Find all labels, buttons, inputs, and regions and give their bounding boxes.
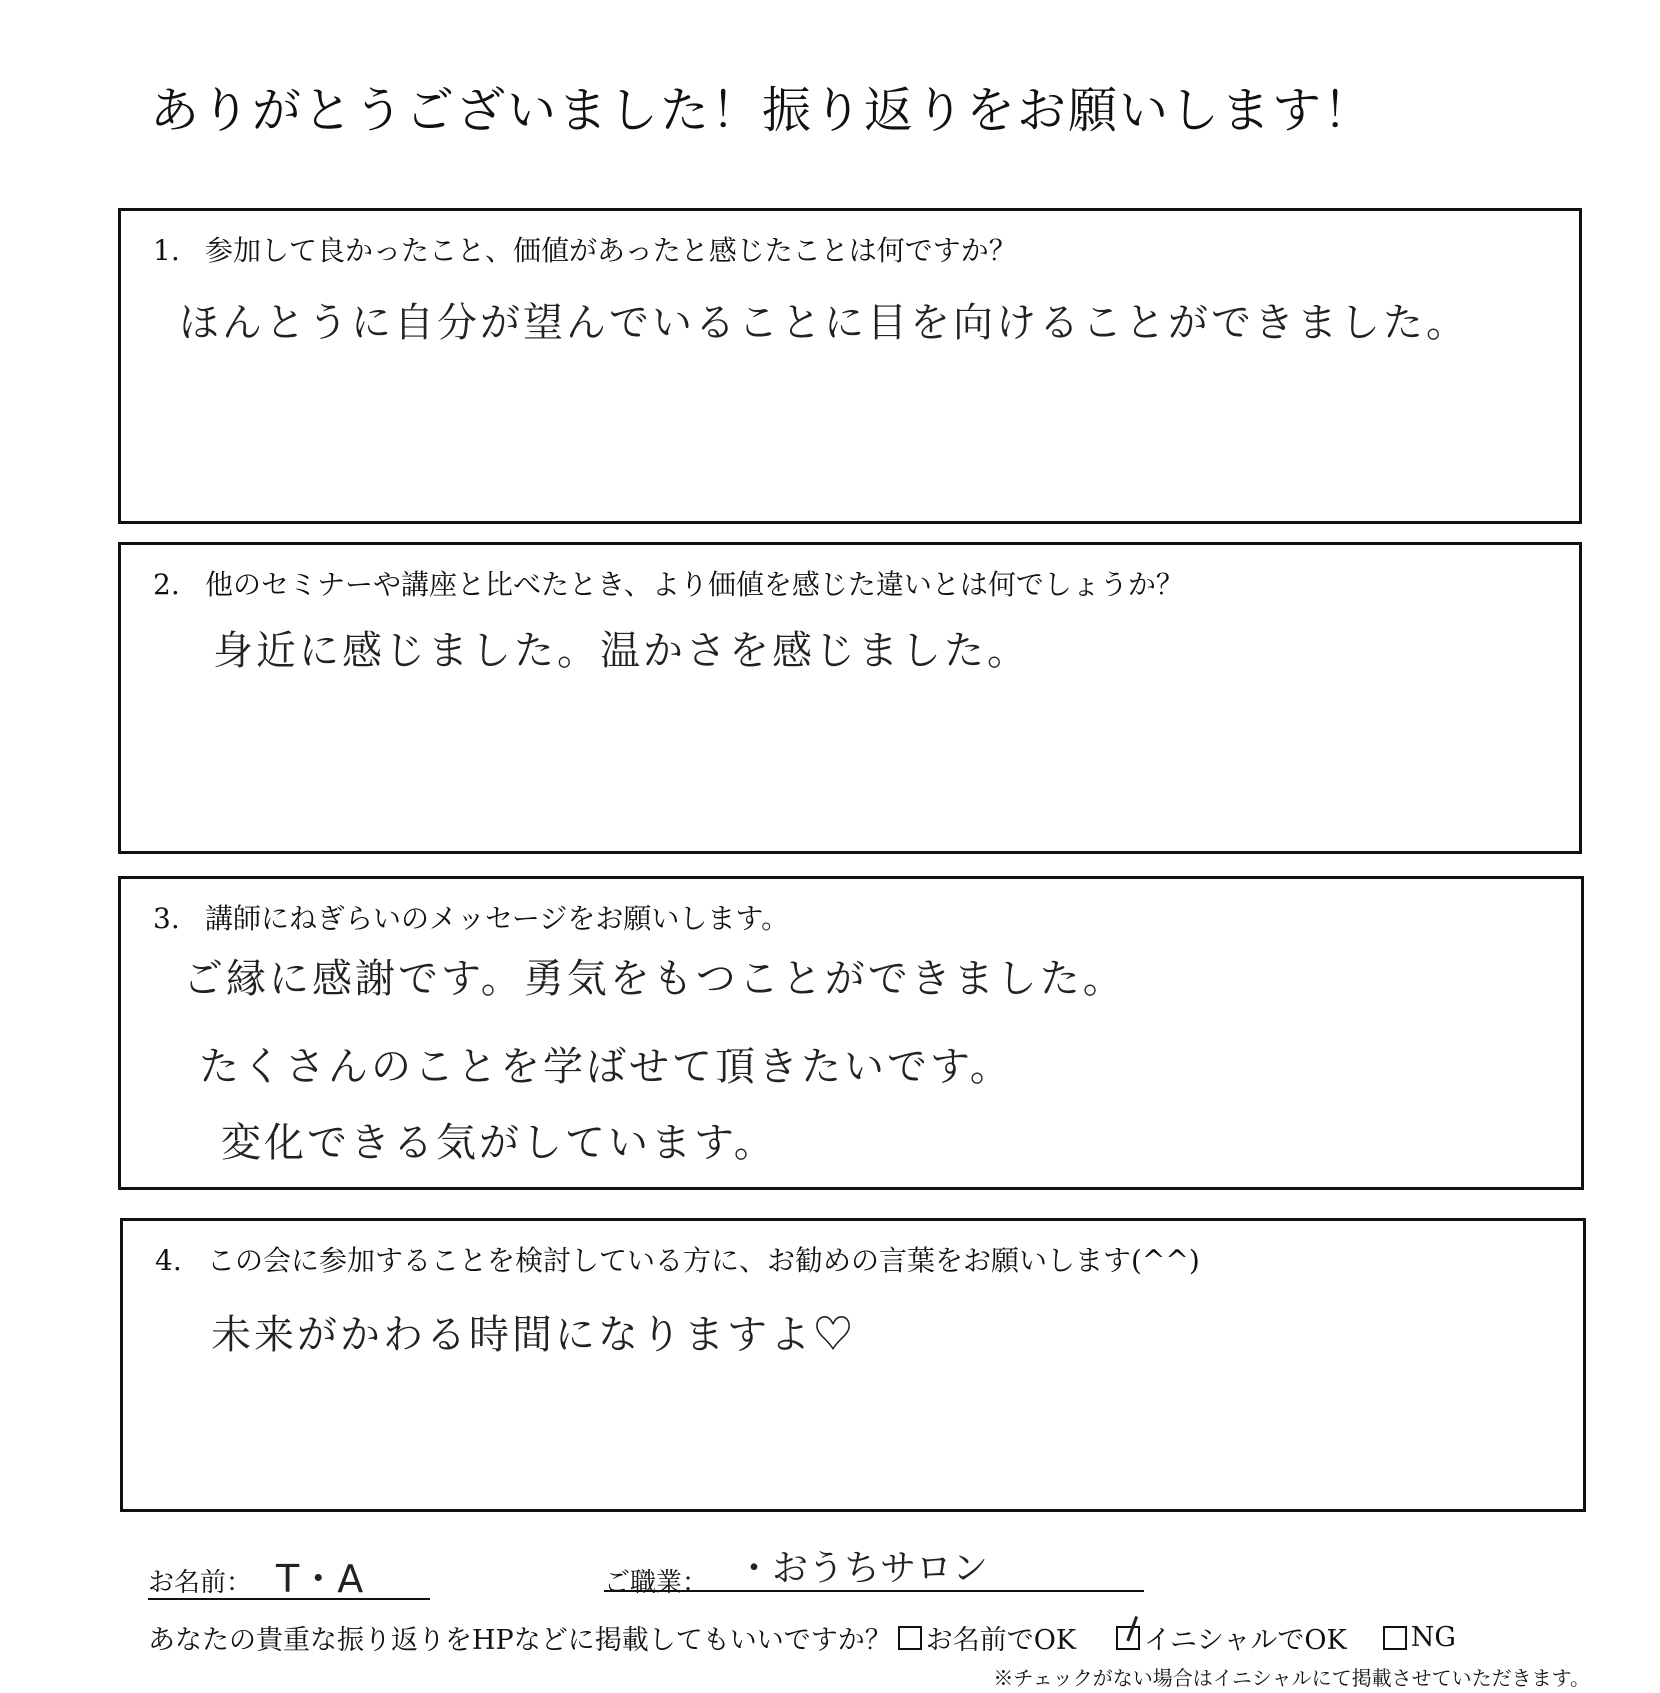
job-underline bbox=[604, 1590, 1144, 1592]
checkbox-ng[interactable] bbox=[1383, 1626, 1407, 1650]
name-value: T・A bbox=[276, 1557, 364, 1601]
question-box-3 bbox=[118, 876, 1584, 1190]
job-value: ・おうちサロン bbox=[736, 1548, 989, 1589]
consent-row bbox=[148, 1618, 1456, 1657]
question-text: 講師にねぎらいのメッセージをお願いします。 bbox=[205, 902, 790, 935]
option-initial-ok-label: イニシャルでOK bbox=[1144, 1625, 1347, 1656]
answer-text: たくさんのことを学ばせて頂きたいです。 bbox=[199, 1044, 1013, 1090]
checkbox-name-ok[interactable] bbox=[898, 1626, 922, 1650]
consent-question: あなたの貴重な振り返りをHPなどに掲載してもいいですか？ bbox=[148, 1625, 892, 1656]
question-text: この会に参加することを検討している方に、お勧めの言葉をお願いします(^^) bbox=[207, 1244, 1200, 1277]
question-label-4 bbox=[155, 1239, 1200, 1279]
name-label: お名前： bbox=[148, 1568, 253, 1598]
option-name-ok-label: お名前でOK bbox=[925, 1625, 1077, 1656]
question-text: 参加して良かったこと、価値があったと感じたことは何ですか？ bbox=[205, 234, 1017, 267]
question-number: 2. bbox=[153, 568, 180, 601]
question-number: 3. bbox=[153, 902, 180, 935]
question-label-1 bbox=[153, 229, 1017, 269]
consent-note: ※チェックがない場合はイニシャルにて掲載させていただきます。 bbox=[993, 1666, 1590, 1690]
job-label: ご職業： bbox=[604, 1568, 709, 1598]
page-title: ありがとうございました！振り返りをお願いします！ bbox=[150, 82, 1375, 139]
question-text: 他のセミナーや講座と比べたとき、より価値を感じた違いとは何でしょうか？ bbox=[205, 568, 1184, 601]
option-ng-label: NG bbox=[1410, 1622, 1456, 1653]
answer-text: ご縁に感謝です。勇気をもつことができました。 bbox=[183, 956, 1126, 1002]
checkbox-initial-ok[interactable] bbox=[1116, 1626, 1140, 1650]
question-box-4 bbox=[120, 1218, 1586, 1512]
answer-text: ほんとうに自分が望んでいることに目を向けることができました。 bbox=[179, 300, 1469, 346]
question-number: 1. bbox=[153, 234, 180, 267]
question-label-2 bbox=[153, 563, 1184, 603]
answer-text: 未来がかわる時間になりますよ♡ bbox=[211, 1312, 856, 1358]
question-box-1 bbox=[118, 208, 1582, 524]
answer-text: 変化できる気がしています。 bbox=[221, 1120, 777, 1166]
name-underline bbox=[148, 1598, 430, 1600]
question-number: 4. bbox=[155, 1244, 182, 1277]
question-box-2 bbox=[118, 542, 1582, 854]
question-label-3 bbox=[153, 897, 789, 937]
answer-text: 身近に感じました。温かさを感じました。 bbox=[213, 628, 1030, 674]
